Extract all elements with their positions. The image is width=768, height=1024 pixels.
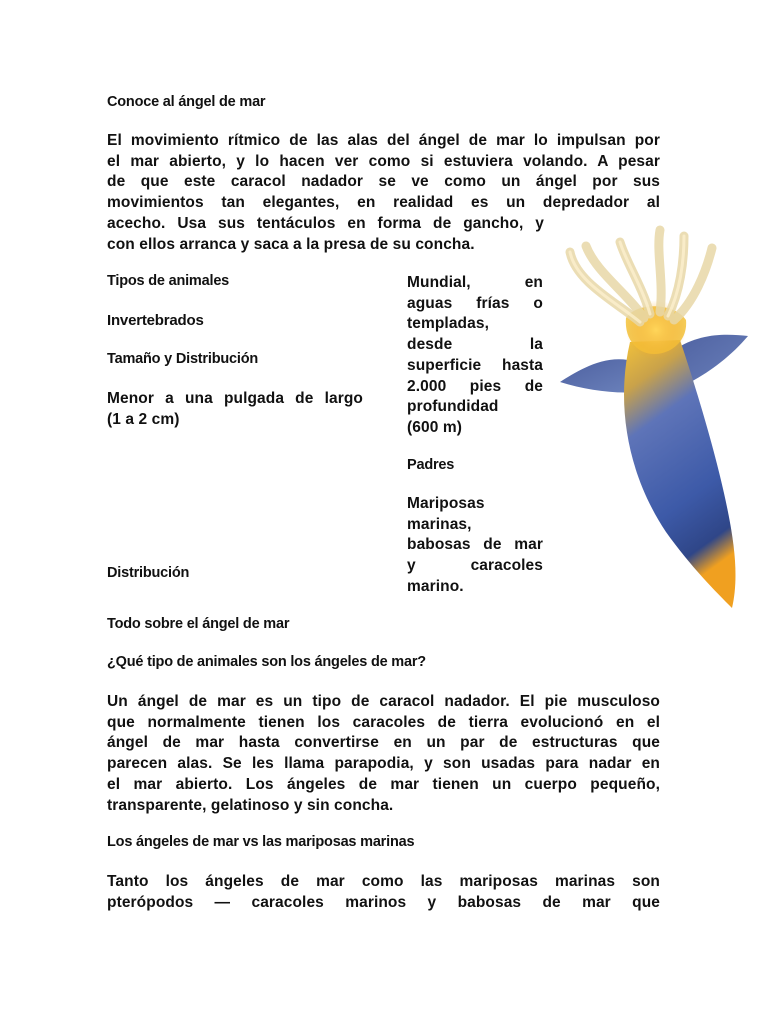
answer-line: ángel de mar hasta convertirse en un par de estructuras que [107, 734, 660, 752]
document-heading: Conoce al ángel de mar [107, 94, 266, 110]
padres-line: marino. [407, 577, 464, 595]
distribution-line: desde la [407, 336, 543, 354]
answer-paragraph [107, 692, 660, 816]
intro-line: con ellos arranca y saca a la presa de su concha. [107, 235, 475, 253]
padres-line: y caracoles [407, 557, 543, 575]
distribution-line: 2.000 pies de [407, 377, 543, 395]
padres-text [407, 494, 543, 598]
intro-line: el mar abierto, y lo hacen ver como si estuviera volando. A pesar [107, 152, 660, 170]
intro-line: movimientos tan elegantes, en realidad es un depredador al [107, 194, 660, 212]
distribution-line: (600 m) [407, 418, 462, 436]
distribution-line: profundidad [407, 398, 499, 416]
comparison-paragraph [107, 872, 660, 913]
comparison-heading: Los ángeles de mar vs las mariposas marinas [107, 834, 415, 850]
padres-line: marinas, [407, 515, 472, 533]
tipos-label: Tipos de animales [107, 273, 230, 289]
answer-line: Un ángel de mar es un tipo de caracol nadador. El pie musculoso [107, 693, 660, 710]
tamano-line: (1 a 2 cm) [107, 410, 180, 428]
comparison-line: Tanto los ángeles de mar como las mariposas marinas son [107, 873, 660, 890]
distribution-line: superficie hasta [407, 356, 543, 374]
comparison-line: pterópodos — caracoles marinos y babosas de mar que [107, 893, 660, 911]
distribution-line: Mundial, en [407, 274, 543, 291]
answer-line: parecen alas. Se les llama parapodia, y son usadas para nadar en [107, 755, 660, 773]
distribution-line: templadas, [407, 315, 489, 333]
distribucion-label: Distribución [107, 565, 190, 581]
padres-line: babosas de mar [407, 536, 543, 554]
section-heading: Todo sobre el ángel de mar [107, 616, 290, 632]
tipos-value: Invertebrados [107, 312, 204, 329]
tamano-label: Tamaño y Distribución [107, 351, 259, 367]
tamano-value [107, 389, 363, 430]
distribution-line: aguas frías o [407, 294, 543, 312]
padres-line: Mariposas [407, 495, 485, 512]
answer-line: que normalmente tienen los caracoles de tierra evolucionó en el [107, 713, 660, 731]
tamano-line: Menor a una pulgada de largo [107, 390, 363, 407]
intro-line: de que este caracol nadador se ve como un ángel por sus [107, 173, 660, 191]
answer-line: el mar abierto. Los ángeles de mar tienen un cuerpo pequeño, [107, 775, 660, 793]
sea-angel-image [556, 222, 752, 610]
question-heading: ¿Qué tipo de animales son los ángeles de mar? [107, 654, 426, 670]
intro-line: acecho. Usa sus tentáculos en forma de gancho, y [107, 214, 544, 232]
padres-label: Padres [407, 457, 455, 473]
intro-line: El movimiento rítmico de las alas del ángel de mar lo impulsan por [107, 132, 660, 149]
distribution-text [407, 273, 543, 439]
answer-line: transparente, gelatinoso y sin concha. [107, 796, 394, 814]
